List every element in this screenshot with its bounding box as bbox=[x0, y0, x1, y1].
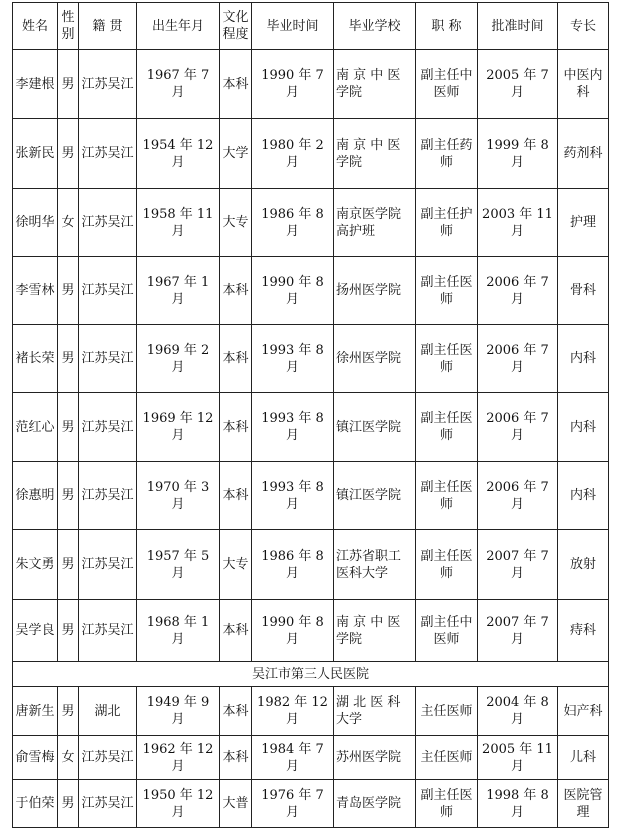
section-row bbox=[13, 662, 609, 687]
graduation-date-cell: 1982 年 12 月 bbox=[252, 687, 334, 736]
title-cell: 副主任医师 bbox=[416, 393, 478, 462]
table-row bbox=[13, 530, 609, 600]
personnel-table bbox=[12, 2, 609, 828]
header-gender: 性别 bbox=[58, 3, 79, 50]
approval-date-cell: 2005 年 7 月 bbox=[478, 50, 558, 119]
table-row bbox=[13, 119, 609, 189]
gender-cell: 男 bbox=[58, 462, 79, 530]
birth-date-cell: 1969 年 12 月 bbox=[137, 393, 220, 462]
approval-date-cell: 2006 年 7 月 bbox=[478, 462, 558, 530]
birth-date-cell: 1969 年 2 月 bbox=[137, 325, 220, 393]
specialty-cell: 骨科 bbox=[558, 257, 609, 325]
table-row bbox=[13, 257, 609, 325]
name-cell: 唐新生 bbox=[13, 687, 58, 736]
gender-cell: 女 bbox=[58, 736, 79, 780]
gender-cell: 男 bbox=[58, 50, 79, 119]
title-cell: 副主任中医师 bbox=[416, 50, 478, 119]
table-row bbox=[13, 462, 609, 530]
graduation-date-cell: 1980 年 2 月 bbox=[252, 119, 334, 189]
school-cell: 青岛医学院 bbox=[334, 780, 416, 828]
school-cell: 南 京 中 医学院 bbox=[334, 50, 416, 119]
approval-date-cell: 2003 年 11 月 bbox=[478, 189, 558, 257]
birth-date-cell: 1958 年 11 月 bbox=[137, 189, 220, 257]
graduation-date-cell: 1993 年 8 月 bbox=[252, 462, 334, 530]
title-cell: 副主任医师 bbox=[416, 325, 478, 393]
native-place-cell: 江苏吴江 bbox=[79, 119, 137, 189]
specialty-cell: 护理 bbox=[558, 189, 609, 257]
specialty-cell: 医院管理 bbox=[558, 780, 609, 828]
name-cell: 张新民 bbox=[13, 119, 58, 189]
native-place-cell: 江苏吴江 bbox=[79, 462, 137, 530]
title-cell: 主任医师 bbox=[416, 687, 478, 736]
table-row bbox=[13, 393, 609, 462]
birth-date-cell: 1957 年 5 月 bbox=[137, 530, 220, 600]
header-row bbox=[13, 3, 609, 50]
name-cell: 俞雪梅 bbox=[13, 736, 58, 780]
native-place-cell: 江苏吴江 bbox=[79, 50, 137, 119]
name-cell: 范红心 bbox=[13, 393, 58, 462]
gender-cell: 男 bbox=[58, 393, 79, 462]
header-native-place: 籍 贯 bbox=[79, 3, 137, 50]
school-cell: 南 京 中 医学院 bbox=[334, 600, 416, 662]
education-cell: 本科 bbox=[220, 736, 252, 780]
name-cell: 褚长荣 bbox=[13, 325, 58, 393]
education-cell: 本科 bbox=[220, 393, 252, 462]
header-birth-date: 出生年月 bbox=[137, 3, 220, 50]
school-cell: 江苏省职工医科大学 bbox=[334, 530, 416, 600]
approval-date-cell: 2007 年 7 月 bbox=[478, 530, 558, 600]
education-cell: 大学 bbox=[220, 119, 252, 189]
birth-date-cell: 1970 年 3 月 bbox=[137, 462, 220, 530]
header-education: 文化程度 bbox=[220, 3, 252, 50]
table-row bbox=[13, 736, 609, 780]
name-cell: 徐明华 bbox=[13, 189, 58, 257]
school-cell: 南 京 中 医学院 bbox=[334, 119, 416, 189]
education-cell: 大专 bbox=[220, 530, 252, 600]
approval-date-cell: 2005 年 11 月 bbox=[478, 736, 558, 780]
table-row bbox=[13, 687, 609, 736]
birth-date-cell: 1949 年 9 月 bbox=[137, 687, 220, 736]
gender-cell: 男 bbox=[58, 119, 79, 189]
native-place-cell: 江苏吴江 bbox=[79, 325, 137, 393]
school-cell: 镇江医学院 bbox=[334, 393, 416, 462]
graduation-date-cell: 1984 年 7 月 bbox=[252, 736, 334, 780]
graduation-date-cell: 1986 年 8 月 bbox=[252, 189, 334, 257]
name-cell: 李建根 bbox=[13, 50, 58, 119]
title-cell: 副主任医师 bbox=[416, 530, 478, 600]
approval-date-cell: 2004 年 8 月 bbox=[478, 687, 558, 736]
specialty-cell: 儿科 bbox=[558, 736, 609, 780]
header-specialty: 专长 bbox=[558, 3, 609, 50]
birth-date-cell: 1962 年 12 月 bbox=[137, 736, 220, 780]
name-cell: 于伯荣 bbox=[13, 780, 58, 828]
specialty-cell: 放射 bbox=[558, 530, 609, 600]
section-title: 吴江市第三人民医院 bbox=[13, 662, 609, 687]
specialty-cell: 妇产科 bbox=[558, 687, 609, 736]
approval-date-cell: 2006 年 7 月 bbox=[478, 393, 558, 462]
school-cell: 湖 北 医 科大学 bbox=[334, 687, 416, 736]
header-title: 职 称 bbox=[416, 3, 478, 50]
title-cell: 副主任医师 bbox=[416, 257, 478, 325]
education-cell: 本科 bbox=[220, 687, 252, 736]
specialty-cell: 药剂科 bbox=[558, 119, 609, 189]
approval-date-cell: 1999 年 8 月 bbox=[478, 119, 558, 189]
birth-date-cell: 1954 年 12 月 bbox=[137, 119, 220, 189]
approval-date-cell: 2006 年 7 月 bbox=[478, 257, 558, 325]
gender-cell: 男 bbox=[58, 325, 79, 393]
birth-date-cell: 1968 年 1 月 bbox=[137, 600, 220, 662]
school-cell: 扬州医学院 bbox=[334, 257, 416, 325]
graduation-date-cell: 1976 年 7 月 bbox=[252, 780, 334, 828]
specialty-cell: 内科 bbox=[558, 462, 609, 530]
approval-date-cell: 1998 年 8 月 bbox=[478, 780, 558, 828]
native-place-cell: 江苏吴江 bbox=[79, 600, 137, 662]
school-cell: 南京医学院高护班 bbox=[334, 189, 416, 257]
header-name: 姓名 bbox=[13, 3, 58, 50]
name-cell: 李雪林 bbox=[13, 257, 58, 325]
graduation-date-cell: 1986 年 8 月 bbox=[252, 530, 334, 600]
native-place-cell: 江苏吴江 bbox=[79, 736, 137, 780]
gender-cell: 男 bbox=[58, 687, 79, 736]
header-approval-date: 批准时间 bbox=[478, 3, 558, 50]
title-cell: 副主任护师 bbox=[416, 189, 478, 257]
table-row bbox=[13, 189, 609, 257]
approval-date-cell: 2007 年 7 月 bbox=[478, 600, 558, 662]
title-cell: 副主任医师 bbox=[416, 462, 478, 530]
birth-date-cell: 1950 年 12 月 bbox=[137, 780, 220, 828]
education-cell: 本科 bbox=[220, 325, 252, 393]
birth-date-cell: 1967 年 1 月 bbox=[137, 257, 220, 325]
graduation-date-cell: 1993 年 8 月 bbox=[252, 325, 334, 393]
title-cell: 副主任中医师 bbox=[416, 600, 478, 662]
name-cell: 徐惠明 bbox=[13, 462, 58, 530]
title-cell: 副主任医师 bbox=[416, 780, 478, 828]
table-row bbox=[13, 50, 609, 119]
table-row bbox=[13, 325, 609, 393]
native-place-cell: 湖北 bbox=[79, 687, 137, 736]
native-place-cell: 江苏吴江 bbox=[79, 530, 137, 600]
specialty-cell: 内科 bbox=[558, 325, 609, 393]
graduation-date-cell: 1990 年 8 月 bbox=[252, 257, 334, 325]
education-cell: 大普 bbox=[220, 780, 252, 828]
native-place-cell: 江苏吴江 bbox=[79, 257, 137, 325]
gender-cell: 男 bbox=[58, 530, 79, 600]
education-cell: 大专 bbox=[220, 189, 252, 257]
table-row bbox=[13, 780, 609, 828]
header-school: 毕业学校 bbox=[334, 3, 416, 50]
title-cell: 主任医师 bbox=[416, 736, 478, 780]
school-cell: 苏州医学院 bbox=[334, 736, 416, 780]
name-cell: 朱文勇 bbox=[13, 530, 58, 600]
native-place-cell: 江苏吴江 bbox=[79, 780, 137, 828]
gender-cell: 男 bbox=[58, 600, 79, 662]
native-place-cell: 江苏吴江 bbox=[79, 189, 137, 257]
school-cell: 徐州医学院 bbox=[334, 325, 416, 393]
gender-cell: 男 bbox=[58, 780, 79, 828]
specialty-cell: 中医内科 bbox=[558, 50, 609, 119]
title-cell: 副主任药师 bbox=[416, 119, 478, 189]
graduation-date-cell: 1993 年 8 月 bbox=[252, 393, 334, 462]
gender-cell: 男 bbox=[58, 257, 79, 325]
birth-date-cell: 1967 年 7 月 bbox=[137, 50, 220, 119]
header-graduation-date: 毕业时间 bbox=[252, 3, 334, 50]
education-cell: 本科 bbox=[220, 50, 252, 119]
education-cell: 本科 bbox=[220, 600, 252, 662]
gender-cell: 女 bbox=[58, 189, 79, 257]
education-cell: 本科 bbox=[220, 462, 252, 530]
specialty-cell: 内科 bbox=[558, 393, 609, 462]
graduation-date-cell: 1990 年 8 月 bbox=[252, 600, 334, 662]
specialty-cell: 痔科 bbox=[558, 600, 609, 662]
graduation-date-cell: 1990 年 7 月 bbox=[252, 50, 334, 119]
name-cell: 吴学良 bbox=[13, 600, 58, 662]
education-cell: 本科 bbox=[220, 257, 252, 325]
school-cell: 镇江医学院 bbox=[334, 462, 416, 530]
approval-date-cell: 2006 年 7 月 bbox=[478, 325, 558, 393]
native-place-cell: 江苏吴江 bbox=[79, 393, 137, 462]
table-row bbox=[13, 600, 609, 662]
